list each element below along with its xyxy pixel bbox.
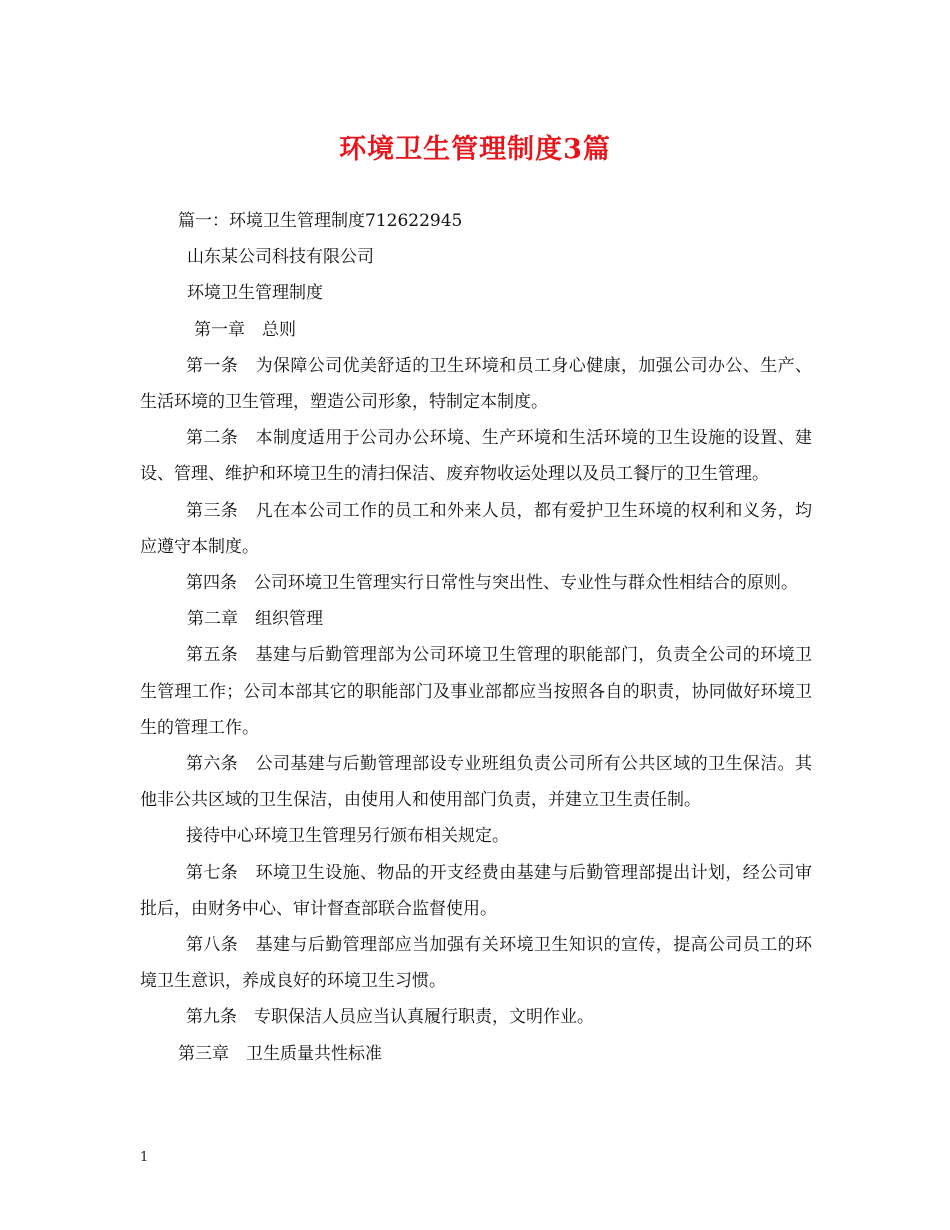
article-paragraph: 第三条 凡在本公司工作的员工和外来人员，都有爱护卫生环境的权利和义务，均应遵守本制度。 [140, 500, 812, 557]
article-paragraph: 第八条 基建与后勤管理部应当加强有关环境卫生知识的宣传，提高公司员工的环境卫生意识，养成良好的环境卫生习惯。 [140, 935, 812, 992]
article-paragraph: 第七条 环境卫生设施、物品的开支经费由基建与后勤管理部提出计划，经公司审批后，由财务中心、审计督查部联合监督使用。 [140, 862, 812, 919]
chapter-heading: 第二章 组织管理 [187, 609, 323, 630]
document-body [140, 203, 812, 1072]
article-paragraph: 第四条 公司环境卫生管理实行日常性与突出性、专业性与群众性相结合的原则。 [186, 573, 798, 594]
article-paragraph: 第六条 公司基建与后勤管理部设专业班组负责公司所有公共区域的卫生保洁。其他非公共区域的卫生保洁，由使用人和使用部门负责，并建立卫生责任制。 [140, 754, 812, 811]
document-subtitle: 环境卫生管理制度 [187, 283, 323, 304]
chapter-heading: 第三章 卫生质量共性标准 [178, 1043, 382, 1064]
article-paragraph: 第二条 本制度适用于公司办公环境、生产环境和生活环境的卫生设施的设置、建设、管理、维护和环境卫生的清扫保洁、废弃物收运处理以及员工餐厅的卫生管理。 [140, 428, 812, 485]
article-paragraph: 第一条 为保障公司优美舒适的卫生环境和员工身心健康，加强公司办公、生产、生活环境的卫生管理，塑造公司形象，特制定本制度。 [140, 355, 812, 413]
chapter-heading: 第一章 总则 [194, 319, 296, 340]
article-paragraph: 第九条 专职保洁人员应当认真履行职责，文明作业。 [186, 1007, 594, 1028]
document-title: 环境卫生管理制度3篇 [339, 134, 611, 165]
page-number: 1 [140, 1150, 149, 1165]
note-paragraph: 接待中心环境卫生管理另行颁布相关规定。 [186, 826, 509, 847]
company-name: 山东某公司科技有限公司 [187, 247, 374, 268]
section-heading: 篇一：环境卫生管理制度712622945 [178, 211, 463, 231]
article-paragraph: 第五条 基建与后勤管理部为公司环境卫生管理的职能部门，负责全公司的环境卫生管理工作；公司本部其它的职能部门及事业部都应当按照各自的职责，协同做好环境卫生的管理工作。 [140, 645, 812, 738]
